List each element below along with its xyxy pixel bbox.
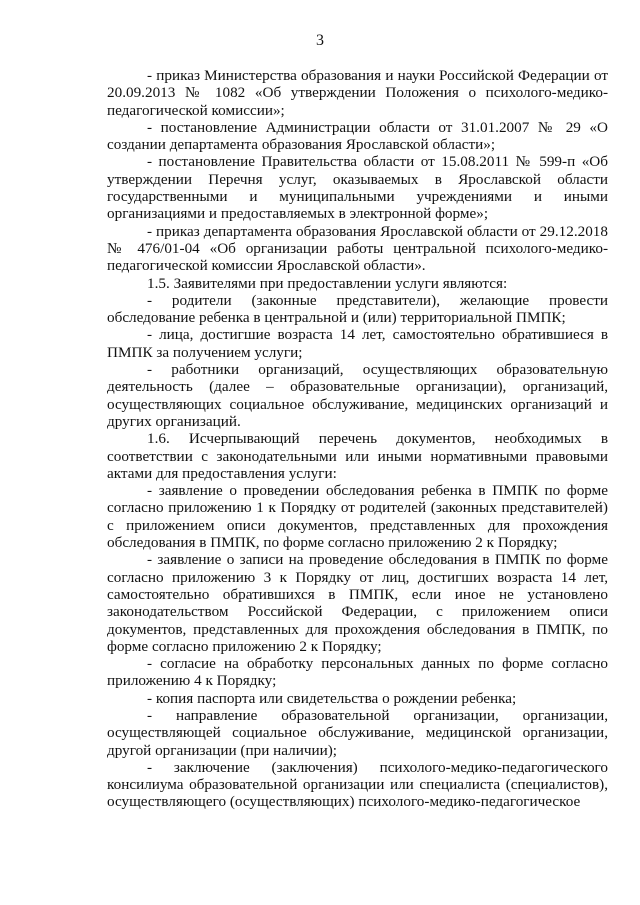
paragraph-resolution-599p: - постановление Правительства области от 15.08.2011 № 599-п «Об утверждении Перечня услуг, оказываемых в Ярославской области государственными и муниципальными учреждениями и иными организациями и предоставляемых в электронной форме»;: [107, 153, 608, 223]
document-application-self: - заявление о записи на проведение обследования в ПМПК по форме согласно приложению 3 к Порядку от лиц, достигших возраста 14 лет, самостоятельно обратившихся в ПМПК, если иное не установлено законодательством Российской Федерации, с приложением описи документов, представленных для прохождения обследования в ПМПК, по форме согласно приложению 2 к Порядку;: [107, 551, 608, 655]
section-1-5-heading: 1.5. Заявителями при предоставлении услуги являются:: [147, 274, 508, 292]
paragraph-resolution-29: - постановление Администрации области от 31.01.2007 № 29 «О создании департамента образования Ярославской области»;: [107, 118, 608, 154]
paragraph-order-1082: - приказ Министерства образования и науки Российской Федерации от 20.09.2013 № 1082 «Об утверждении Положения о психолого-медико-педагогической комиссии»;: [107, 67, 608, 119]
section-1-6-heading: 1.6. Исчерпывающий перечень документов, необходимых в соответствии с законодательными или иными нормативными правовыми актами для предоставления услуги:: [107, 430, 608, 482]
applicant-workers: - работники организаций, осуществляющих образовательную деятельность (далее – образовательные организации), организаций, осуществляющих социальное обслуживание, медицинских организаций и других организаций.: [107, 361, 608, 430]
document-body: [107, 67, 608, 811]
paragraph-order-476: - приказ департамента образования Ярославской области от 29.12.2018 № 476/01-04 «Об организации работы центральной психолого-медико-педагогической комиссии Ярославской области».: [107, 222, 608, 275]
document-referral: - направление образовательной организации, организации, осуществляющей социальное обслуживание, медицинской организации, другой организации (при наличии);: [107, 706, 608, 759]
document-passport-copy: - копия паспорта или свидетельства о рождении ребенка;: [147, 689, 517, 707]
applicant-persons-14: - лица, достигшие возраста 14 лет, самостоятельно обратившиеся в ПМПК за получением услуги;: [107, 326, 608, 361]
document-application-parents: - заявление о проведении обследования ребенка в ПМПК по форме согласно приложению 1 к Порядку от родителей (законных представителей) с приложением описи документов, представленных для прохождения обследования в ПМПК, по форме согласно приложению 2 к Порядку;: [107, 482, 608, 552]
page-number: 3: [316, 32, 324, 49]
document-consent: - согласие на обработку персональных данных по форме согласно приложению 4 к Порядку;: [107, 655, 608, 690]
applicant-parents: - родители (законные представители), желающие провести обследование ребенка в центральной и (или) территориальной ПМПК;: [107, 291, 608, 327]
document-conclusion: - заключение (заключения) психолого-медико-педагогического консилиума образовательной организации или специалиста (специалистов), осуществляющего (осуществляющих) психолого-медико-педагогическое: [107, 758, 608, 811]
